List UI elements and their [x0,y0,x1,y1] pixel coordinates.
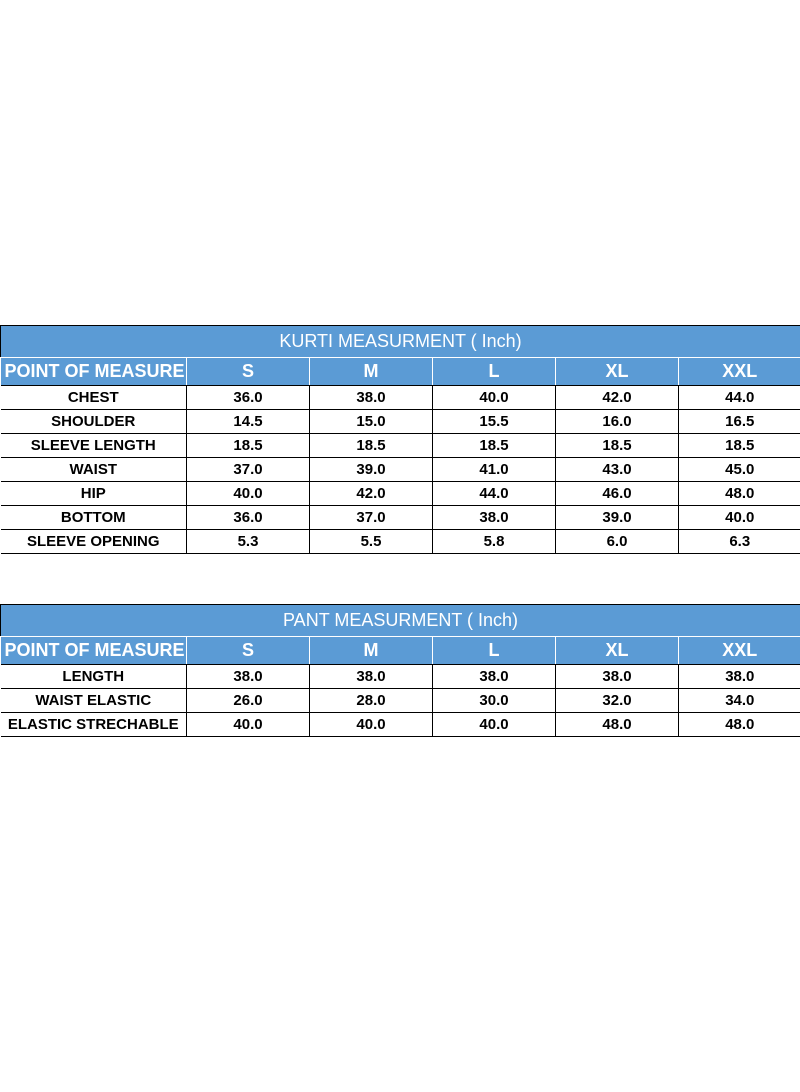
pant-title-row [1,605,800,637]
measurement-value: 40.0 [433,386,556,410]
row-label: CHEST [1,386,187,410]
kurti-header-size-s: S [187,358,310,386]
measurement-value: 40.0 [679,506,800,530]
pant-table-title: PANT MEASURMENT ( Inch) [1,605,800,637]
pant-table-body [1,605,800,737]
pant-header-size-xxl: XXL [679,637,800,665]
measurement-value: 39.0 [556,506,679,530]
pant-header-size-s: S [187,637,310,665]
table-row [1,506,800,530]
row-label: BOTTOM [1,506,187,530]
measurement-value: 30.0 [433,689,556,713]
measurement-value: 28.0 [310,689,433,713]
kurti-table-title: KURTI MEASURMENT ( Inch) [1,326,800,358]
kurti-header-size-l: L [433,358,556,386]
measurement-value: 40.0 [187,482,310,506]
row-label: SLEEVE OPENING [1,530,187,554]
pant-header-size-m: M [310,637,433,665]
measurement-value: 41.0 [433,458,556,482]
measurement-value: 6.3 [679,530,800,554]
kurti-header-size-xl: XL [556,358,679,386]
measurement-value: 48.0 [679,482,800,506]
table-row [1,386,800,410]
pant-header-size-xl: XL [556,637,679,665]
measurement-value: 38.0 [556,665,679,689]
measurement-value: 5.8 [433,530,556,554]
measurement-value: 18.5 [556,434,679,458]
kurti-measurement-table [0,325,800,554]
kurti-header-point-of-measure: POINT OF MEASURE [1,358,187,386]
kurti-header-size-m: M [310,358,433,386]
measurement-value: 16.5 [679,410,800,434]
row-label: WAIST ELASTIC [1,689,187,713]
kurti-header-size-xxl: XXL [679,358,800,386]
measurement-value: 38.0 [433,506,556,530]
measurement-value: 40.0 [433,713,556,737]
kurti-title-row [1,326,800,358]
row-label: LENGTH [1,665,187,689]
measurement-value: 16.0 [556,410,679,434]
measurement-value: 39.0 [310,458,433,482]
measurement-value: 43.0 [556,458,679,482]
table-row [1,434,800,458]
table-row [1,458,800,482]
measurement-value: 5.5 [310,530,433,554]
measurement-value: 32.0 [556,689,679,713]
pant-measurement-table [0,604,800,737]
measurement-value: 48.0 [556,713,679,737]
measurement-value: 14.5 [187,410,310,434]
measurement-value: 40.0 [187,713,310,737]
row-label: HIP [1,482,187,506]
row-label: WAIST [1,458,187,482]
measurement-value: 44.0 [433,482,556,506]
measurement-value: 18.5 [433,434,556,458]
measurement-value: 42.0 [556,386,679,410]
measurement-value: 18.5 [679,434,800,458]
measurement-value: 38.0 [310,386,433,410]
pant-header-point-of-measure: POINT OF MEASURE [1,637,187,665]
table-row [1,713,800,737]
measurement-value: 40.0 [310,713,433,737]
measurement-value: 44.0 [679,386,800,410]
measurement-value: 38.0 [679,665,800,689]
measurement-value: 18.5 [187,434,310,458]
table-row [1,689,800,713]
pant-header-size-l: L [433,637,556,665]
measurement-value: 37.0 [187,458,310,482]
measurement-value: 5.3 [187,530,310,554]
table-row [1,410,800,434]
table-row [1,530,800,554]
measurement-value: 46.0 [556,482,679,506]
measurement-value: 26.0 [187,689,310,713]
measurement-value: 6.0 [556,530,679,554]
measurement-value: 38.0 [187,665,310,689]
measurement-value: 38.0 [433,665,556,689]
measurement-value: 45.0 [679,458,800,482]
pant-header-row [1,637,800,665]
row-label: SLEEVE LENGTH [1,434,187,458]
row-label: ELASTIC STRECHABLE [1,713,187,737]
measurement-value: 15.0 [310,410,433,434]
measurement-value: 42.0 [310,482,433,506]
measurement-value: 18.5 [310,434,433,458]
measurement-value: 15.5 [433,410,556,434]
measurement-value: 38.0 [310,665,433,689]
table-row [1,665,800,689]
kurti-header-row [1,358,800,386]
measurement-value: 36.0 [187,506,310,530]
measurement-value: 37.0 [310,506,433,530]
kurti-table-body [1,326,800,554]
measurement-value: 48.0 [679,713,800,737]
row-label: SHOULDER [1,410,187,434]
measurement-value: 34.0 [679,689,800,713]
measurement-value: 36.0 [187,386,310,410]
table-row [1,482,800,506]
